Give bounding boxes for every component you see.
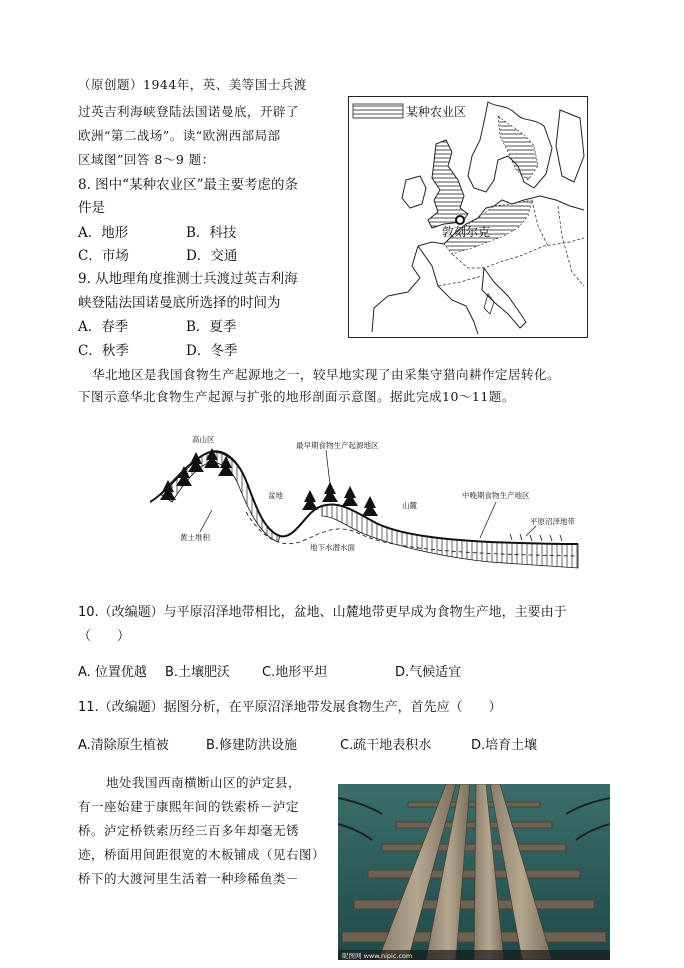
passage3-line-4: 迹，桥面用间距很宽的木板铺成（见右图） [78, 847, 326, 862]
passage2-line-1: 华北地区是我国食物生产起源地之一，较早地实现了由采集守猎向耕作定居转化。 [92, 367, 561, 382]
label-middle-late: 中晚期食物生产地区 [462, 491, 530, 500]
intro-line-1: （原创题）1944年，英、美等国士兵渡 [78, 77, 307, 92]
q9-stem-1: 9. 从地理角度推测士兵渡过英吉利海 [78, 271, 298, 287]
q10-stem-1: 10.（改编题）与平原沼泽地带相比，盆地、山麓地带更早成为食物生产地，主要由于 [78, 605, 567, 620]
q9-option-d[interactable]: D．冬季 [186, 343, 238, 359]
dunkirk-marker-icon [456, 216, 464, 224]
intro-line-2: 过英吉利海峡登陆法国诺曼底，开辟了 [78, 104, 300, 119]
label-swamp: 平原沼泽地带 [530, 517, 575, 526]
label-basin: 盆地 [268, 491, 283, 500]
europe-map [348, 96, 588, 338]
q8-option-d[interactable]: D．交通 [186, 248, 238, 264]
forest-trees-icon [160, 448, 378, 516]
map-legend [353, 104, 466, 119]
passage2-line-2: 下图示意华北食物生产起源与扩张的地形剖面示意图。据此完成10～11题。 [78, 389, 515, 404]
luding-bridge-photo [338, 784, 610, 960]
q10-option-a[interactable]: A. 位置优越 [78, 665, 147, 680]
passage3-line-2: 有一座始建于康熙年间的铁索桥－泸定 [78, 799, 300, 814]
q11-option-c[interactable]: C.疏干地表积水 [340, 738, 432, 753]
q8-stem-2: 件是 [78, 200, 105, 216]
q10-stem-2: （ ） [78, 629, 131, 644]
q8-option-b[interactable]: B．科技 [186, 225, 237, 241]
q9-option-a[interactable]: A．春季 [78, 319, 129, 335]
passage3-line-1: 地处我国西南横断山区的泸定县， [106, 775, 302, 790]
q9-stem-2: 峡登陆法国诺曼底所选择的时间为 [78, 295, 281, 311]
q11-option-b[interactable]: B.修建防洪设施 [206, 738, 298, 753]
q10-option-b[interactable]: B.土壤肥沃 [165, 665, 231, 680]
q10-option-d[interactable]: D.气候适宜 [395, 665, 462, 680]
intro-line-3: 欧洲“第二战场”。读“欧洲西部局部 [78, 128, 281, 143]
q9-option-b[interactable]: B．夏季 [186, 319, 237, 335]
passage3-line-5: 桥下的大渡河里生活着一种珍稀鱼类－ [78, 871, 300, 886]
q11-stem: 11.（改编题）据图分析，在平原沼泽地带发展食物生产，首先应（ ） [78, 700, 502, 715]
q11-option-d[interactable]: D.培育土壤 [471, 738, 538, 753]
q9-option-c[interactable]: C．秋季 [78, 343, 129, 359]
q11-option-a[interactable]: A.清除原生植被 [78, 738, 169, 753]
q8-option-c[interactable]: C．市场 [78, 248, 129, 264]
label-foothill: 山麓 [402, 501, 417, 510]
dunkirk-label: 敦刻尔克 [442, 225, 491, 239]
terrain-profile-diagram [150, 430, 580, 580]
legend-swatch [353, 104, 403, 118]
passage3-line-3: 桥。泸定桥铁索历经三百多年却毫无锈 [78, 823, 300, 838]
legend-label: 某种农业区 [406, 105, 467, 119]
label-groundwater: 地下水潜水面 [310, 543, 355, 552]
label-mountain: 高山区 [192, 435, 215, 444]
q8-stem-1: 8. 图中“某种农业区”最主要考虑的条 [78, 177, 298, 193]
q10-option-c[interactable]: C.地形平坦 [262, 665, 328, 680]
label-loess: 黄土堆积 [180, 533, 210, 542]
label-earliest: 最早期食物生产起源地区 [296, 441, 379, 450]
q8-option-a[interactable]: A．地形 [78, 225, 129, 241]
photo-watermark: 昵图网 www.nipic.com [342, 952, 413, 960]
intro-line-4: 区域图”回答 8～9 题： [78, 152, 215, 167]
